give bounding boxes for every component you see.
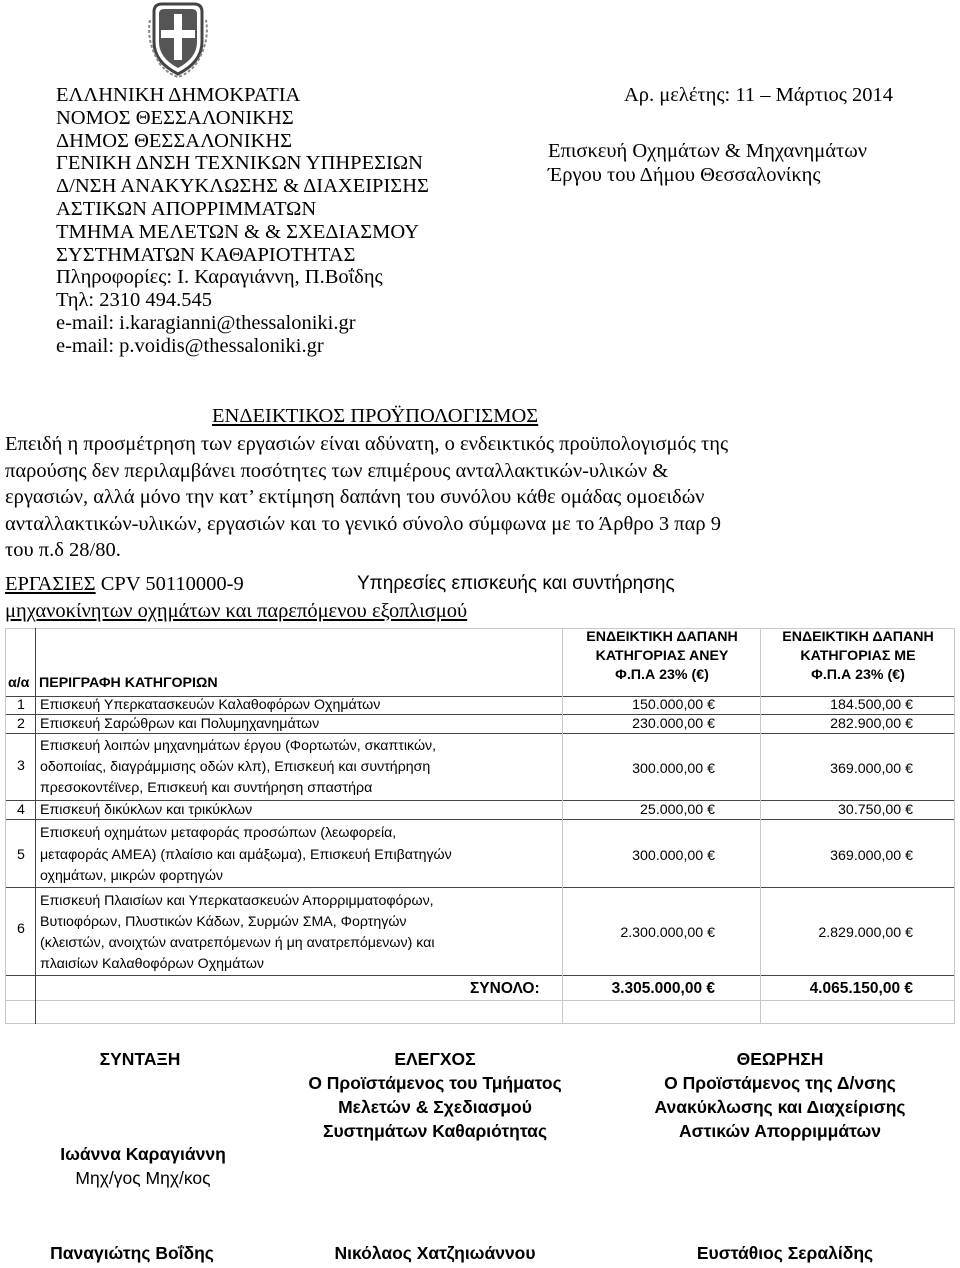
description-line: μεταφοράς ΑΜΕΑ) (πλαίσιο και αμάξωμα), Επισκευή Επιβατηγών [40,846,452,863]
project-title-line: Επισκευή Οχημάτων & Μηχανημάτων [548,140,867,162]
total-label: ΣΥΝΟΛΟ: [470,980,540,997]
signatory-title: Συστημάτων Καθαριότητας [322,1121,548,1141]
signatory-name: Ιωάννα Καραγιάννη [60,1144,226,1164]
amount-with-vat: 369.000,00 € [830,848,913,864]
signature-heading: ΘΕΩΡΗΣΗ [736,1049,824,1069]
signatory-title: Ανακύκλωσης και Διαχείρισης [654,1097,906,1117]
header-line: ΚΑΤΗΓΟΡΙΑΣ ΜΕ [800,648,916,664]
header-line: ΚΑΤΗΓΟΡΙΑΣ ΑΝΕΥ [595,648,729,664]
signatory-name: Παναγιώτης Βοΐδης [50,1243,214,1263]
header-line: ΣΥΣΤΗΜΑΤΩΝ ΚΑΘΑΡΙΟΤΗΤΑΣ [56,243,356,266]
contact-info: Πληροφορίες: Ι. Καραγιάννη, Π.Βοΐδης [56,266,383,289]
row-number: 5 [17,847,25,863]
project-title-line: Έργου του Δήμου Θεσσαλονίκης [548,164,821,186]
signature-heading: ΕΛΕΓΧΟΣ [394,1049,476,1069]
study-number-date: Αρ. μελέτης: 11 – Μάρτιος 2014 [624,84,894,106]
signature-checked-name [290,1241,580,1265]
row-number: 6 [17,921,25,937]
amount-without-vat: 2.300.000,00 € [620,925,715,941]
authority-header [56,84,429,358]
amount-with-vat: 2.829.000,00 € [818,925,913,941]
amount-without-vat: 300.000,00 € [632,848,715,864]
intro-line: ανταλλακτικών-υλικών, εργασιών και το γενικό σύνολο σύμφωνα με το Άρθρο 3 παρ 9 [5,512,721,535]
amount-without-vat: 230.000,00 € [632,716,715,732]
description-line: οδοποιίας, διαγράμμισης οδών κλπ), Επισκευή και συντήρηση [40,759,431,775]
signatory-role: Μηχ/γος Μηχ/κος [75,1168,211,1188]
project-title [548,139,867,187]
amount-without-vat: 150.000,00 € [632,697,715,713]
cpv-code: CPV 50110000-9 [100,573,244,595]
works-description-continued: μηχανοκίνητων οχημάτων και παρεπόμενου εξοπλισμού [5,599,468,622]
header-line: Φ.Π.Α 23% (€) [811,667,905,683]
column-header-with-vat [760,628,956,685]
header-line: Φ.Π.Α 23% (€) [615,667,709,683]
column-header-description: ΠΕΡΙΓΡΑΦΗ ΚΑΤΗΓΟΡΙΩΝ [39,675,218,691]
signatory-title: Ο Προϊστάμενος του Τμήματος [308,1073,562,1093]
column-header-number: α/α [8,675,30,691]
intro-line: του π.δ 28/80. [5,539,121,561]
row-number: 1 [17,697,25,713]
description-line: οχημάτων, μικρών φορτηγών [40,868,224,884]
row-description [40,823,452,888]
signature-checked [290,1047,580,1143]
header-line: ΝΟΜΟΣ ΘΕΣΣΑΛΟΝΙΚΗΣ [56,106,294,129]
signature-compiled-name-2 [22,1241,242,1265]
signature-heading: ΣΥΝΤΑΞΗ [99,1049,181,1069]
signatory-title: Μελετών & Σχεδιασμού [338,1097,532,1117]
row-number: 4 [17,802,25,818]
signature-approved [630,1047,930,1143]
intro-line: Επειδή η προσμέτρηση των εργασιών είναι αδύνατη, ο ενδεικτικός προϋπολογισμός της [5,433,729,455]
description-line: πρεσοκοντέϊνερ, Επισκευή και συντήρηση σπαστήρα [40,780,373,796]
cost-table [5,628,955,1024]
total-without-vat: 3.305.000,00 € [611,980,715,997]
description-line: Επισκευή οχημάτων μεταφοράς προσώπων (λεωφορεία, [40,825,397,841]
row-description [40,891,435,975]
header-line: ΓΕΝΙΚΗ ΔΝΣΗ ΤΕΧΝΙΚΩΝ ΥΠΗΡΕΣΙΩΝ [56,152,423,175]
signatory-title: Αστικών Απορριμμάτων [679,1121,881,1141]
total-with-vat: 4.065.150,00 € [809,980,913,997]
signature-compiled [40,1047,240,1071]
header-line: ΤΜΗΜΑ ΜΕΛΕΤΩΝ & & ΣΧΕΔΙΑΣΜΟΥ [56,220,419,243]
row-description: Επισκευή δικύκλων και τρικύκλων [40,802,253,818]
column-header-without-vat [562,628,762,685]
amount-with-vat: 30.750,00 € [838,802,913,818]
works-label: ΕΡΓΑΣΙΕΣ [5,573,96,595]
description-line: Βυτιοφόρων, Πλυστικών Κάδων, Συρμών ΣΜΑ, Φορτηγών [40,914,407,930]
signatory-title: Ο Προϊστάμενος της Δ/νσης [664,1073,896,1093]
header-line: ΔΗΜΟΣ ΘΕΣΣΑΛΟΝΙΚΗΣ [56,129,293,152]
amount-without-vat: 300.000,00 € [632,761,715,777]
row-description: Επισκευή Υπερκατασκευών Καλαθοφόρων Οχημάτων [40,697,381,713]
works-description: Υπηρεσίες επισκευής και συντήρησης [357,573,675,594]
description-line: (κλειστών, ανοιχτών ανατρεπόμενων ή μη ανατρεπόμενων) και [40,935,435,951]
header-line: ΕΝΔΕΙΚΤΙΚΗ ΔΑΠΑΝΗ [586,629,738,645]
row-description: Επισκευή Σαρώθρων και Πολυμηχανημάτων [40,716,320,732]
row-number: 3 [17,758,25,774]
works-cpv-section [5,571,675,624]
header-line: Δ/ΝΣΗ ΑΝΑΚΥΚΛΩΣΗΣ & ΔΙΑΧΕΙΡΙΣΗΣ [56,175,429,198]
row-description [40,736,436,799]
header-line: ΑΣΤΙΚΩΝ ΑΠΟΡΡΙΜΜΑΤΩΝ [56,197,317,220]
header-line: ΕΛΛΗΝΙΚΗ ΔΗΜΟΚΡΑΤΙΑ [56,84,301,106]
works-line [5,571,675,598]
signature-compiled-name [28,1142,258,1190]
amount-with-vat: 369.000,00 € [830,761,913,777]
description-line: Επισκευή λοιπών μηχανημάτων έργου (Φορτωτών, σκαπτικών, [40,738,437,754]
intro-line: εργασιών, αλλά μόνο την κατ’ εκτίμηση δαπάνη του συνόλου κάθε ομάδας ομοειδών [5,486,705,508]
amount-without-vat: 25.000,00 € [640,802,715,818]
header-line: ΕΝΔΕΙΚΤΙΚΗ ΔΑΠΑΝΗ [782,629,934,645]
intro-paragraph [5,431,955,564]
phone-number: Τηλ: 2310 494.545 [56,289,212,312]
document-title: ΕΝΔΕΙΚΤΙΚΟΣ ΠΡΟΫΠΟΛΟΓΙΣΜΟΣ [212,405,539,427]
signatory-name: Νικόλαος Χατζηιωάννου [334,1243,536,1263]
greek-coat-of-arms-emblem [146,2,210,78]
email-address: e-mail: p.voidis@thessaloniki.gr [56,334,324,357]
intro-line: παρούσης δεν περιλαμβάνει ποσότητες των επιμέρους ανταλλακτικών-υλικών & [5,459,669,482]
description-line: Επισκευή Πλαισίων και Υπερκατασκευών Απορριμματοφόρων, [40,893,434,909]
description-line: πλαισίων Καλαθοφόρων Οχημάτων [40,956,264,972]
signatory-name: Ευστάθιος Σεραλίδης [696,1243,874,1263]
amount-with-vat: 282.900,00 € [830,716,913,732]
email-address: e-mail: i.karagianni@thessaloniki.gr [56,311,356,334]
amount-with-vat: 184.500,00 € [830,697,913,713]
row-number: 2 [17,716,25,732]
signature-approved-name [635,1241,935,1265]
